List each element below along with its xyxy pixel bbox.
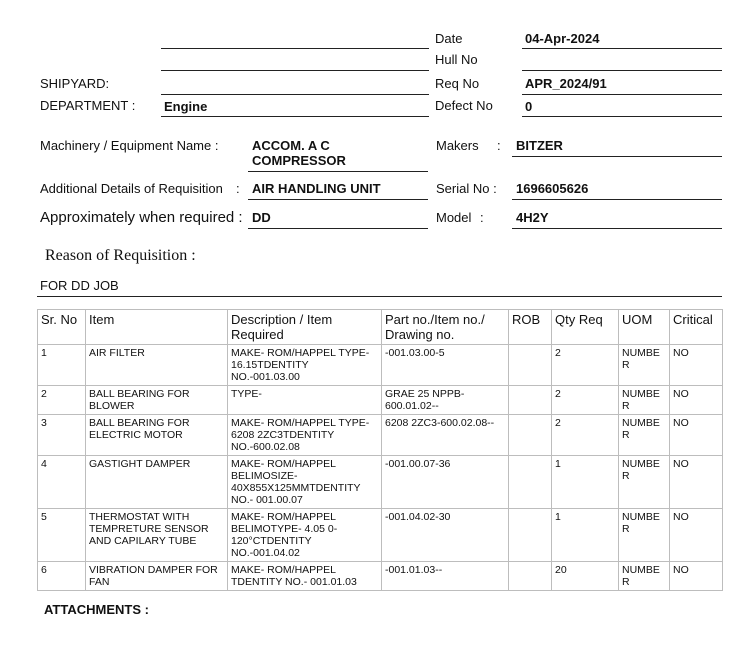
cell-item: GASTIGHT DAMPER xyxy=(86,456,228,509)
model-line xyxy=(512,228,722,229)
cell-uom: NUMBER xyxy=(619,562,670,591)
cell-item: BALL BEARING FOR BLOWER xyxy=(86,386,228,415)
table-row xyxy=(38,509,723,562)
approx-line xyxy=(248,228,428,229)
model-value: 4H2Y xyxy=(516,210,549,225)
cell-rob xyxy=(509,456,552,509)
col-header-sr: Sr. No xyxy=(38,310,86,345)
cell-critical: NO xyxy=(670,509,723,562)
shipyard-line xyxy=(161,94,429,95)
approx-value: DD xyxy=(252,210,271,225)
cell-qty: 20 xyxy=(552,562,619,591)
cell-uom: NUMBER xyxy=(619,456,670,509)
cell-rob xyxy=(509,345,552,386)
date-label: Date xyxy=(435,31,463,46)
defect-no-line xyxy=(522,116,722,117)
makers-label: Makers xyxy=(436,138,479,153)
cell-desc: TYPE- xyxy=(228,386,382,415)
machinery-value-line2: COMPRESSOR xyxy=(252,153,346,168)
req-no-line xyxy=(522,94,722,95)
serial-value: 1696605626 xyxy=(516,181,589,196)
cell-uom: NUMBER xyxy=(619,345,670,386)
cell-part: 6208 2ZC3-600.02.08-- xyxy=(382,415,509,456)
cell-desc: MAKE- ROM/HAPPEL TYPE-6208 2ZC3TDENTITY NO.-600.02.08 xyxy=(228,415,382,456)
col-header-desc: Description / Item Required xyxy=(228,310,382,345)
serial-line xyxy=(512,199,722,200)
cell-critical: NO xyxy=(670,386,723,415)
col-header-rob: ROB xyxy=(509,310,552,345)
cell-item: BALL BEARING FOR ELECTRIC MOTOR xyxy=(86,415,228,456)
cell-sr: 1 xyxy=(38,345,86,386)
approx-label: Approximately when required : xyxy=(40,209,243,226)
shipyard-label: SHIPYARD: xyxy=(40,76,110,91)
table-row xyxy=(38,456,723,509)
cell-sr: 6 xyxy=(38,562,86,591)
col-header-critical: Critical xyxy=(670,310,723,345)
cell-rob xyxy=(509,509,552,562)
table-row xyxy=(38,415,723,456)
hull-no-line xyxy=(522,70,722,71)
table-row xyxy=(38,562,723,591)
additional-label: Additional Details of Requisition xyxy=(40,181,223,196)
cell-sr: 4 xyxy=(38,456,86,509)
cell-part: -001.00.07-36 xyxy=(382,456,509,509)
cell-critical: NO xyxy=(670,562,723,591)
req-no-label: Req No xyxy=(435,76,480,91)
department-value: Engine xyxy=(164,99,208,114)
cell-rob xyxy=(509,415,552,456)
cell-qty: 2 xyxy=(552,386,619,415)
cell-desc: MAKE- ROM/HAPPEL TDENTITY NO.- 001.01.03 xyxy=(228,562,382,591)
cell-sr: 2 xyxy=(38,386,86,415)
cell-part: -001.01.03-- xyxy=(382,562,509,591)
cell-part: -001.03.00-5 xyxy=(382,345,509,386)
cell-part: GRAE 25 NPPB-600.01.02-- xyxy=(382,386,509,415)
cell-uom: NUMBER xyxy=(619,386,670,415)
date-line xyxy=(522,48,722,49)
cell-qty: 1 xyxy=(552,509,619,562)
cell-sr: 3 xyxy=(38,415,86,456)
col-header-uom: UOM xyxy=(619,310,670,345)
hull-no-label: Hull No xyxy=(435,52,478,67)
additional-colon: : xyxy=(236,181,240,196)
cell-desc: MAKE- ROM/HAPPEL BELIMOSIZE-40X855X125MMTDENTITY NO.- 001.00.07 xyxy=(228,456,382,509)
serial-label: Serial No : xyxy=(436,181,497,196)
cell-uom: NUMBER xyxy=(619,415,670,456)
cell-part: -001.04.02-30 xyxy=(382,509,509,562)
date-value: 04-Apr-2024 xyxy=(525,31,600,46)
cell-item: AIR FILTER xyxy=(86,345,228,386)
cell-uom: NUMBER xyxy=(619,509,670,562)
additional-value: AIR HANDLING UNIT xyxy=(252,181,381,196)
cell-rob xyxy=(509,386,552,415)
cell-desc: MAKE- ROM/HAPPEL BELIMOTYPE- 4.05 0-120°CTDENTITY NO.-001.04.02 xyxy=(228,509,382,562)
machinery-value-line1: ACCOM. A C xyxy=(252,138,330,153)
blank-line-1 xyxy=(161,48,429,49)
col-header-part: Part no./Item no./ Drawing no. xyxy=(382,310,509,345)
cell-qty: 2 xyxy=(552,345,619,386)
department-line xyxy=(161,116,429,117)
reason-label: Reason of Requisition : xyxy=(45,247,196,264)
blank-line-2 xyxy=(161,70,429,71)
cell-critical: NO xyxy=(670,345,723,386)
cell-critical: NO xyxy=(670,415,723,456)
cell-sr: 5 xyxy=(38,509,86,562)
defect-no-value: 0 xyxy=(525,99,533,114)
req-no-value: APR_2024/91 xyxy=(525,76,607,91)
table-row xyxy=(38,386,723,415)
attachments-label: ATTACHMENTS : xyxy=(44,602,149,617)
table-header-row xyxy=(38,310,723,345)
makers-colon: : xyxy=(497,138,501,153)
machinery-line xyxy=(248,171,428,172)
makers-line xyxy=(512,156,722,157)
cell-desc: MAKE- ROM/HAPPEL TYPE-16.15TDENTITY NO.-001.03.00 xyxy=(228,345,382,386)
cell-rob xyxy=(509,562,552,591)
cell-item: VIBRATION DAMPER FOR FAN xyxy=(86,562,228,591)
model-colon: : xyxy=(480,210,484,225)
col-header-item: Item xyxy=(86,310,228,345)
reason-value: FOR DD JOB xyxy=(40,278,119,293)
cell-item: THERMOSTAT WITH TEMPRETURE SENSOR AND CAPILARY TUBE xyxy=(86,509,228,562)
machinery-label: Machinery / Equipment Name : xyxy=(40,138,219,153)
col-header-qty: Qty Req xyxy=(552,310,619,345)
table-row xyxy=(38,345,723,386)
reason-line xyxy=(37,296,722,297)
cell-qty: 2 xyxy=(552,415,619,456)
items-table xyxy=(37,309,723,591)
department-label: DEPARTMENT : xyxy=(40,98,136,113)
makers-value: BITZER xyxy=(516,138,563,153)
model-label: Model xyxy=(436,210,472,225)
additional-line xyxy=(248,199,428,200)
cell-critical: NO xyxy=(670,456,723,509)
cell-qty: 1 xyxy=(552,456,619,509)
defect-no-label: Defect No xyxy=(435,98,493,113)
